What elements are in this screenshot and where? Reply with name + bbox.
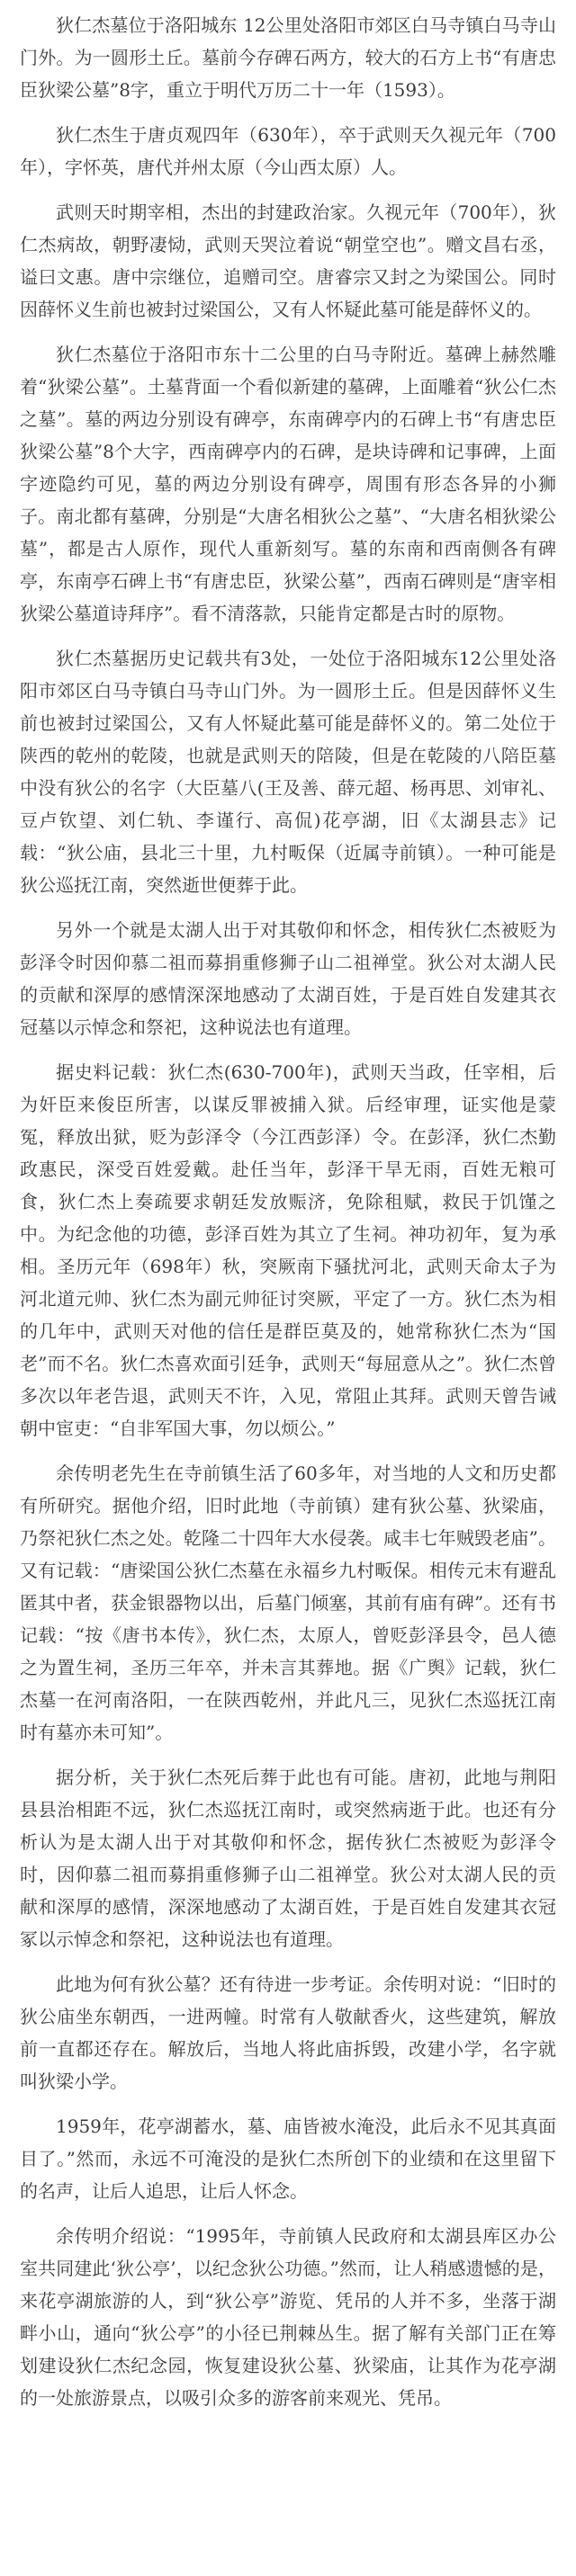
article-paragraph: 余传明介绍说：“1995年，寺前镇人民政府和太湖县库区办公室共同建此‘狄公亭’，以纪念狄公功德。”然而，让人稍感遗憾的是，来花亭湖旅游的人，到“狄公亭”游览、凭吊的人并不多，坐落于湖畔小山，通向“狄公亭”的小径已荆棘丛生。据了解有关部门正在筹划建设狄仁杰纪念园，恢复建设狄公墓、狄梁庙，让其作为花亭湖的一处旅游景点，以吸引众多的游客前来观光、凭吊。 — [20, 2225, 556, 2409]
article-paragraph: 狄仁杰墓据历史记载共有3处，一处位于洛阳城东12公里处洛阳市郊区白马寺镇白马寺山门外。为一圆形土丘。但是因薛怀义生前也被封过梁国公，又有人怀疑此墓可能是薛怀义的。第二处位于陕西的乾州的乾陵，也就是武则天的陪陵，但是在乾陵的八陪臣墓中没有狄公的名字（大臣墓八(王及善、薛元超、杨再思、刘审礼、豆卢钦望、刘仁轨、李谨行、高侃)花亭湖，旧《太湖县志》记载：“狄公庙，县北三十里，九村畈保（近属寺前镇）。一种可能是狄公巡抚江南，突然逝世便葬于此。 — [20, 648, 556, 896]
article-paragraph: 1959年，花亭湖蓄水，墓、庙皆被水淹没，此后永不见其真面目了。”然而，永远不可淹没的是狄仁杰所创下的业绩和在这里留下的名声，让后人追思，让后人怀念。 — [20, 2115, 556, 2202]
article-paragraph: 狄仁杰生于唐贞观四年（630年），卒于武则天久视元年（700年），字怀英，唐代并州太原（今山西太原）人。 — [20, 124, 556, 178]
article-paragraph: 另外一个就是太湖人出于对其敬仰和怀念，相传狄仁杰被贬为彭泽令时因仰慕二祖而募捐重修狮子山二祖禅堂。狄公对太湖人民的贡献和深厚的感情深深地感动了太湖百姓，于是百姓自发建其衣冠墓以示悼念和祭祀，这种说法也有道理。 — [20, 919, 556, 1038]
article-paragraph: 狄仁杰墓位于洛阳城东 12公里处洛阳市郊区白马寺镇白马寺山门外。为一圆形土丘。墓前今存碑石两方，较大的石方上书“有唐忠臣狄梁公墓”8字，重立于明代万历二十一年（1593）。 — [20, 14, 556, 101]
article-paragraph: 武则天时期宰相，杰出的封建政治家。久视元年（700年），狄仁杰病故，朝野凄恸，武则天哭泣着说“朝堂空也”。赠文昌右丞，谥曰文惠。唐中宗继位，追赠司空。唐睿宗又封之为梁国公。同时因薛怀义生前也被封过梁国公，又有人怀疑此墓可能是薛怀义的。 — [20, 201, 556, 320]
article-paragraph: 余传明老先生在寺前镇生活了60多年，对当地的人文和历史都有所研究。据他介绍，旧时此地（寺前镇）建有狄公墓、狄梁庙，乃祭祀狄仁杰之处。乾隆二十四年大水侵袭。咸丰七年贼毁老庙”。又有记载：“唐梁国公狄仁杰墓在永福乡九村畈保。相传元末有避乱匿其中者，获金银器物以出，后墓门倾塞，其前有庙有碑”。还有书记载：“按《唐书本传》，狄仁杰，太原人，曾贬彭泽县令，邑人德之为置生祠，圣历三年卒，并未言其葬地。据《广舆》记载，狄仁杰墓一在河南洛阳，一在陕西乾州，并此凡三，见狄仁杰巡抚江南时有墓亦未可知”。 — [20, 1462, 556, 1743]
article-paragraph: 狄仁杰墓位于洛阳市东十二公里的白马寺附近。墓碑上赫然雕着“狄梁公墓”。土墓背面一个看似新建的墓碑，上面雕着“狄公仁杰之墓”。墓的两边分别设有碑亭，东南碑亭内的石碑上书“有唐忠臣狄梁公墓”8个大字，西南碑亭内的石碑，是块诗碑和记事碑，上面字迹隐约可见，墓的两边分别设有碑亭，周围有形态各异的小狮子。南北都有墓碑，分别是“大唐名相狄公之墓”、“大唐名相狄梁公墓”，都是古人原作，现代人重新刻写。墓的东南和西南侧各有碑亭，东南亭石碑上书“有唐忠臣，狄梁公墓”，西南石碑则是“唐宰相狄梁公墓道诗拜序”。看不清落款，只能肯定都是古时的原物。 — [20, 344, 556, 624]
article-paragraph: 据史料记载：狄仁杰(630-700年)，武则天当政，任宰相，后为奸臣来俊臣所害，以谋反罪被捕入狱。后经审理，证实他是蒙冤，释放出狱，贬为彭泽令（今江西彭泽）令。在彭泽，狄仁杰勤政惠民，深受百姓爱戴。赴任当年，彭泽干旱无雨，百姓无粮可食，狄仁杰上奏疏要求朝廷发放赈济，免除租赋，救民于饥馑之中。为纪念他的功德，彭泽百姓为其立了生祠。神功初年，复为承相。圣历元年（698年）秋，突厥南下骚扰河北，武则天命太子为河北道元帅、狄仁杰为副元帅征讨突厥，平定了一方。狄仁杰为相的几年中，武则天对他的信任是群臣莫及的，她常称狄仁杰为“国老”而不名。狄仁杰喜欢面引廷争，武则天“每屈意从之”。狄仁杰曾多次以年老告退，武则天不许，入见，常阻止其拜。武则天曾告诫朝中宦吏：“自非军国大事，勿以烦公。” — [20, 1061, 556, 1439]
article-paragraph: 此地为何有狄公墓？还有待进一步考证。余传明对说：“旧时的狄公庙坐东朝西，一进两幢。时常有人敬献香火，这些建筑，解放前一直都还存在。解放后，当地人将此庙拆毁，改建小学，名字就叫狄梁小学。 — [20, 1973, 556, 2092]
article-paragraph: 据分析，关于狄仁杰死后葬于此也有可能。唐初，此地与荆阳县县治相距不远，狄仁杰巡抚江南时，或突然病逝于此。也还有分析认为是太湖人出于对其敬仰和怀念，据传狄仁杰被贬为彭泽令时，因仰慕二祖而募捐重修狮子山二祖禅堂。狄公对太湖人民的贡献和深厚的感情，深深地感动了太湖百姓，于是百姓自发建其衣冠冢以示悼念和祭祀，这种说法也有道理。 — [20, 1767, 556, 1950]
